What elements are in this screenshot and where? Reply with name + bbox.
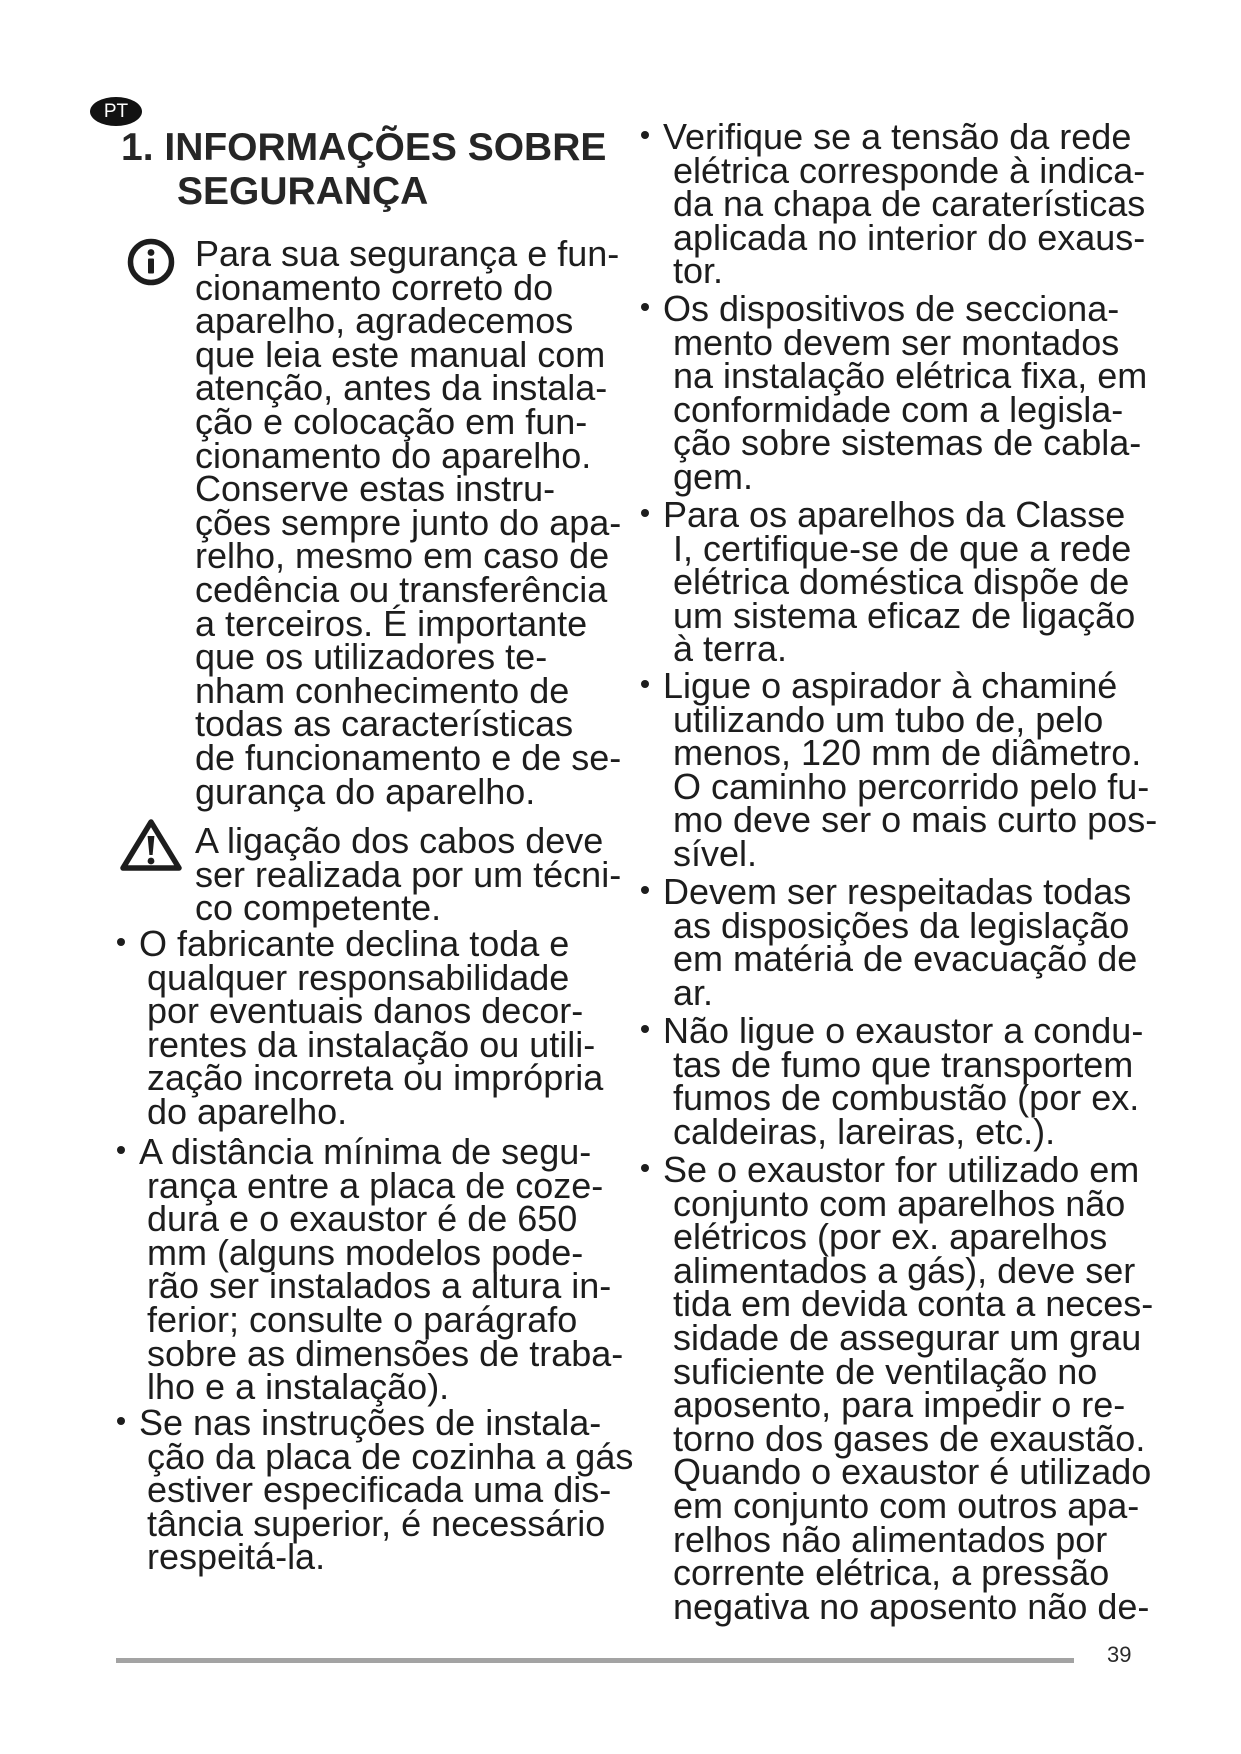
bullet-line: Não ligue o exaustor a condu- [663,1010,1144,1051]
info-note-line: relho, mesmo em caso de [195,535,610,577]
bullet-line: conjunto com aparelhos não [673,1182,1126,1224]
bullet-line: alimentados a gás), deve ser [673,1249,1136,1291]
info-note-line: nham conhecimento de [195,669,570,711]
bullet-line: qualquer responsabilidade [147,956,570,998]
bullet-line: rança entre a placa de coze- [147,1164,604,1206]
bullet-line: ção da placa de cozinha a gás [147,1435,634,1477]
info-note-line: de funcionamento e de se- [195,736,622,778]
info-note-line: a terceiros. É importante [195,602,588,644]
bullet-icon [641,303,649,311]
bullet-line: do aparelho. [147,1090,348,1132]
bullet-line: tor. [673,250,724,292]
bullet-line: lho e a instalação). [147,1366,450,1408]
info-icon [127,238,175,286]
bullet-item [663,494,1136,670]
bullet-line: fumos de combustão (por ex. [673,1077,1140,1119]
bullet-line: torno dos gases de exaustão. [673,1417,1146,1459]
section-heading-line: 1. INFORMAÇÕES SOBRE [121,126,607,169]
bullet-item [663,1010,1144,1152]
warning-note [195,820,622,929]
bullet-line: O fabricante declina toda e [139,923,570,964]
bullet-item [663,1149,1154,1627]
bullet-icon [641,1025,649,1033]
info-note-line: cionamento do aparelho. [195,434,592,476]
bullet-line: sidade de assegurar um grau [673,1316,1142,1358]
bullet-line: Para os aparelhos da Classe [663,494,1126,535]
bullet-line: Se o exaustor for utilizado em [663,1149,1140,1190]
bullet-line: gem. [673,455,754,497]
bullet-line: I, certifique-se de que a rede [673,527,1132,569]
bullet-line: respeitá-la. [147,1536,326,1578]
bullet-icon [641,131,649,139]
bullet-line: conformidade com a legisla- [673,388,1124,430]
bullet-line: estiver especificada uma dis- [147,1469,612,1511]
page-number: 39 [1107,1642,1132,1667]
bullet-item [139,1402,634,1578]
bullet-line: em conjunto com outros apa- [673,1484,1140,1526]
footer-rule [116,1658,1074,1663]
bullet-line: na instalação elétrica fixa, em [673,355,1148,397]
bullet-line: suficiente de ventilação no [673,1350,1098,1392]
bullet-line: ção sobre sistemas de cabla- [673,422,1142,464]
section-heading-line: SEGURANÇA [177,170,429,213]
bullet-line: mo deve ser o mais curto pos- [673,799,1158,841]
bullet-line: as disposições da legislação [673,904,1130,946]
info-note-line: cedência ou transferência [195,568,608,610]
info-note-line: Conserve estas instru- [195,468,556,510]
bullet-line: à terra. [673,628,788,670]
warning-icon [118,817,184,873]
bullet-item [663,116,1146,292]
info-note-line: todas as características [195,703,574,745]
info-note-line: Para sua segurança e fun- [195,233,620,274]
info-note-line: gurança do aparelho. [195,770,536,812]
bullet-line: sobre as dimensões de traba- [147,1332,624,1374]
bullet-line: caldeiras, lareiras, etc.). [673,1110,1056,1152]
bullet-line: por eventuais danos decor- [147,990,584,1032]
section-heading [121,126,606,214]
warning-note-line: A ligação dos cabos deve [195,820,604,861]
bullet-line: negativa no aposento não de- [673,1585,1150,1627]
bullet-icon [117,1146,125,1154]
bullet-line: Os dispositivos de secciona- [663,288,1120,329]
bullet-line: mento devem ser montados [673,321,1120,363]
bullet-icon [641,886,649,894]
bullet-item [663,871,1138,1013]
language-badge: PT [90,97,142,126]
bullet-line: rentes da instalação ou utili- [147,1023,596,1065]
bullet-line: zação incorreta ou imprópria [147,1057,604,1099]
bullet-line: dura e o exaustor é de 650 [147,1198,578,1240]
bullet-icon [641,1164,649,1172]
bullet-line: elétricos (por ex. aparelhos [673,1216,1108,1258]
info-note-line: aparelho, agradecemos [195,300,574,342]
bullet-line: relhos não alimentados por [673,1518,1108,1560]
bullet-line: ferior; consulte o parágrafo [147,1298,578,1340]
info-note-line: atenção, antes da instala- [195,367,608,409]
bullet-item [663,288,1148,497]
warning-note-line: co competente. [195,887,442,929]
bullet-line: utilizando um tubo de, pelo [673,698,1104,740]
bullet-icon [117,938,125,946]
bullet-line: A distância mínima de segu- [139,1131,592,1172]
bullet-line: Quando o exaustor é utilizado [673,1451,1152,1493]
bullet-line: Ligue o aspirador à chaminé [663,665,1118,706]
bullet-line: aplicada no interior do exaus- [673,216,1146,258]
bullet-line: menos, 120 mm de diâmetro. [673,732,1142,774]
warning-note-line: ser realizada por um técni- [195,853,622,895]
bullet-line: sível. [673,832,758,874]
bullet-line: um sistema eficaz de ligação [673,594,1136,636]
bullet-icon [641,680,649,688]
bullet-line: corrente elétrica, a pressão [673,1552,1110,1594]
bullet-line: em matéria de evacuação de [673,938,1138,980]
bullet-line: mm (alguns modelos pode- [147,1231,584,1273]
bullet-line: tida em devida conta a neces- [673,1283,1154,1325]
info-note-line: ções sempre junto do apa- [195,501,622,543]
info-note-line: que os utilizadores te- [195,636,548,678]
bullet-icon [117,1417,125,1425]
bullet-line: rão ser instalados a altura in- [147,1265,612,1307]
bullet-line: O caminho percorrido pelo fu- [673,765,1150,807]
bullet-line: da na chapa de caraterísticas [673,183,1146,225]
info-note-line: que leia este manual com [195,333,606,375]
bullet-line: ar. [673,971,714,1013]
bullet-line: elétrica corresponde à indica- [673,149,1146,191]
bullet-item [663,665,1158,874]
info-note [195,233,622,812]
bullet-line: elétrica doméstica dispõe de [673,561,1130,603]
bullet-line: Devem ser respeitadas todas [663,871,1132,912]
info-note-line: cionamento correto do [195,266,554,308]
bullet-item [139,923,604,1132]
info-note-line: ção e colocação em fun- [195,400,588,442]
bullet-icon [641,509,649,517]
bullet-line: aposento, para impedir o re- [673,1384,1126,1426]
bullet-line: Se nas instruções de instala- [139,1402,602,1443]
bullet-line: Verifique se a tensão da rede [663,116,1132,157]
bullet-item [139,1131,624,1408]
bullet-line: tância superior, é necessário [147,1502,606,1544]
bullet-line: tas de fumo que transportem [673,1043,1134,1085]
